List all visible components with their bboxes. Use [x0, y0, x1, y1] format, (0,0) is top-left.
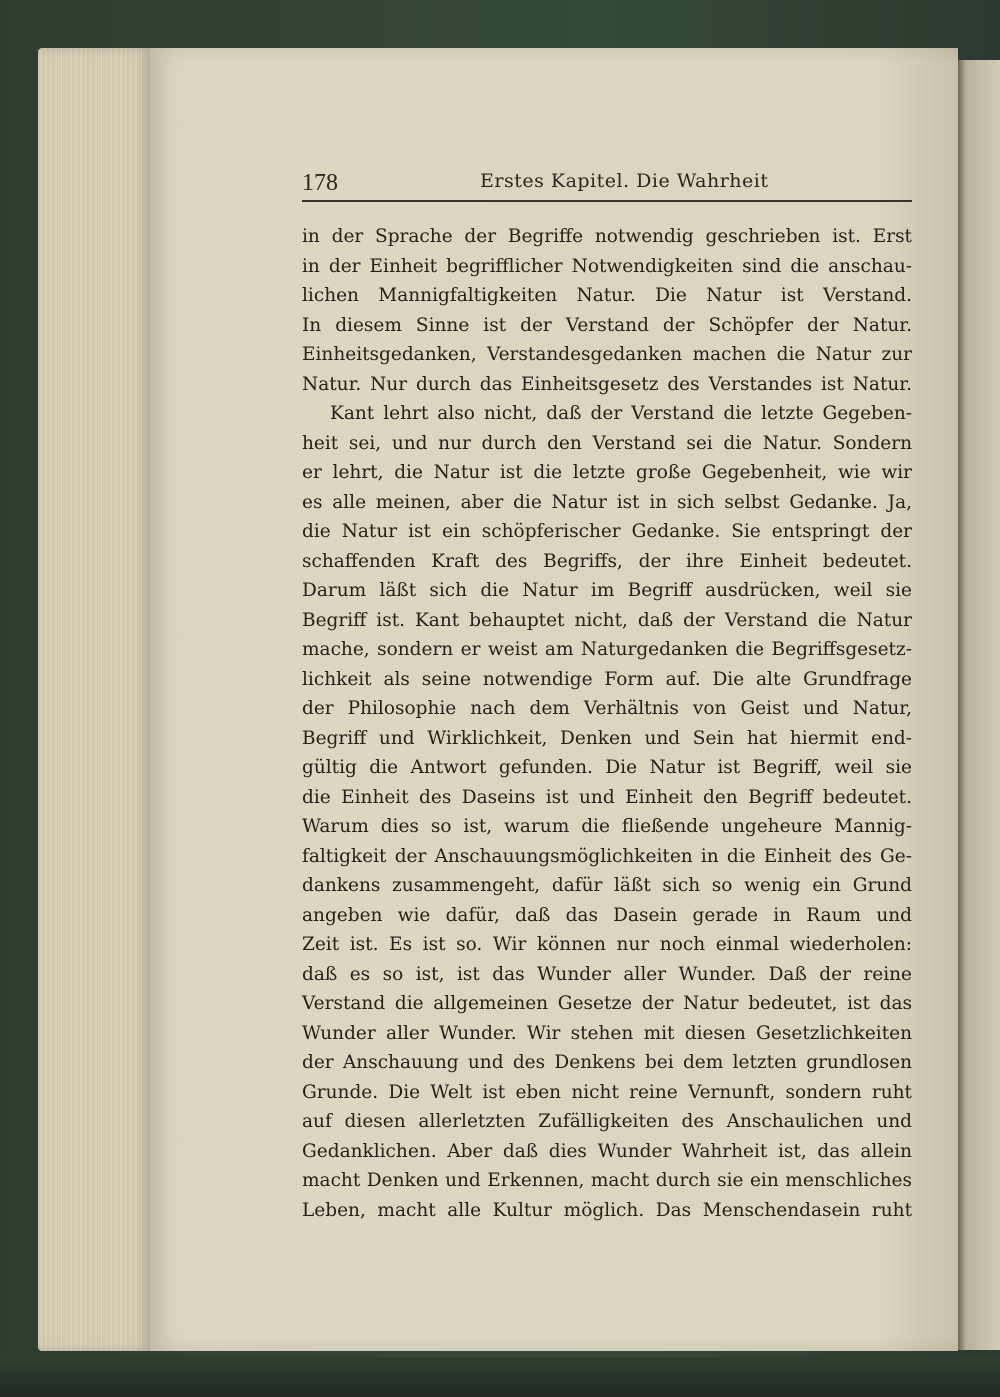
text-line: angeben wie dafür, daß das Dasein gerade in Raum und: [302, 904, 912, 926]
text-line: es alle meinen, aber die Natur ist in sich selbst Gedanke. Ja,: [302, 491, 912, 513]
text-line: mache, sondern er weist am Naturgedanken die Begriffsgesetz-: [302, 639, 912, 660]
text-line: der Anschauung und des Denkens bei dem letzten grundlosen: [302, 1052, 912, 1073]
text-line: daß es so ist, ist das Wunder aller Wunder. Daß der reine: [302, 963, 912, 985]
text-line: faltigkeit der Anschauungsmöglichkeiten in die Einheit des Ge-: [302, 845, 912, 867]
text-line: Wunder aller Wunder. Wir stehen mit diesen Gesetzlichkeiten: [302, 1022, 912, 1044]
text-line: Leben, macht alle Kultur möglich. Das Menschendasein ruht: [302, 1199, 912, 1221]
text-line: schaffenden Kraft des Begriffs, der ihre Einheit bedeutet.: [302, 550, 912, 572]
page-number: 178: [302, 170, 338, 196]
running-title: Erstes Kapitel. Die Wahrheit: [480, 170, 769, 192]
text-line: heit sei, und nur durch den Verstand sei die Natur. Sondern: [302, 432, 912, 454]
text-line: er lehrt, die Natur ist die letzte große Gegebenheit, wie wir: [302, 462, 912, 483]
text-line: Darum läßt sich die Natur im Begriff ausdrücken, weil sie: [302, 580, 912, 601]
text-line: lichkeit als seine notwendige Form auf. Die alte Grundfrage: [302, 668, 912, 690]
text-line: In diesem Sinne ist der Verstand der Schöpfer der Natur.: [302, 314, 912, 336]
text-line: Grunde. Die Welt ist eben nicht reine Vernunft, sondern ruht: [302, 1081, 912, 1103]
text-line: Verstand die allgemeinen Gesetze der Natur bedeutet, ist das: [302, 993, 912, 1014]
book-cover-bottom-edge: [0, 1357, 1000, 1397]
text-line: in der Sprache der Begriffe notwendig geschrieben ist. Erst: [302, 226, 912, 247]
text-line: Kant lehrt also nicht, daß der Verstand die letzte Gegeben-: [330, 403, 912, 424]
text-line: Begriff und Wirklichkeit, Denken und Sein hat hiermit end-: [302, 727, 912, 749]
text-line: dankens zusammengeht, dafür läßt sich so wenig ein Grund: [302, 875, 912, 896]
text-line: lichen Mannigfaltigkeiten Natur. Die Natur ist Verstand.: [302, 285, 912, 306]
text-line: in der Einheit begrifflicher Notwendigkeiten sind die anschau-: [302, 255, 912, 277]
text-line: Warum dies so ist, warum die fließende ungeheure Mannig-: [302, 816, 912, 837]
body-text: [302, 222, 912, 1225]
header-rule: [302, 200, 912, 202]
text-line: Gedanklichen. Aber daß dies Wunder Wahrheit ist, das allein: [302, 1140, 912, 1162]
text-line: gültig die Antwort gefunden. Die Natur ist Begriff, weil sie: [302, 757, 912, 778]
text-line: die Einheit des Daseins ist und Einheit den Begriff bedeutet.: [302, 786, 912, 808]
text-line: die Natur ist ein schöpferischer Gedanke. Sie entspringt der: [302, 521, 912, 542]
facing-page-edge: [958, 60, 1000, 1350]
page-stack-edge: [38, 48, 150, 1351]
text-line: auf diesen allerletzten Zufälligkeiten des Anschaulichen und: [302, 1111, 912, 1132]
text-line: Einheitsgedanken, Verstandesgedanken machen die Natur zur: [302, 344, 912, 365]
text-line: der Philosophie nach dem Verhältnis von Geist und Natur,: [302, 698, 912, 719]
text-line: macht Denken und Erkennen, macht durch sie ein menschliches: [302, 1170, 912, 1191]
text-line: Natur. Nur durch das Einheitsgesetz des Verstandes ist Natur.: [302, 373, 912, 395]
text-line: Begriff ist. Kant behauptet nicht, daß der Verstand die Natur: [302, 609, 912, 631]
text-line: Zeit ist. Es ist so. Wir können nur noch einmal wiederholen:: [302, 934, 912, 955]
